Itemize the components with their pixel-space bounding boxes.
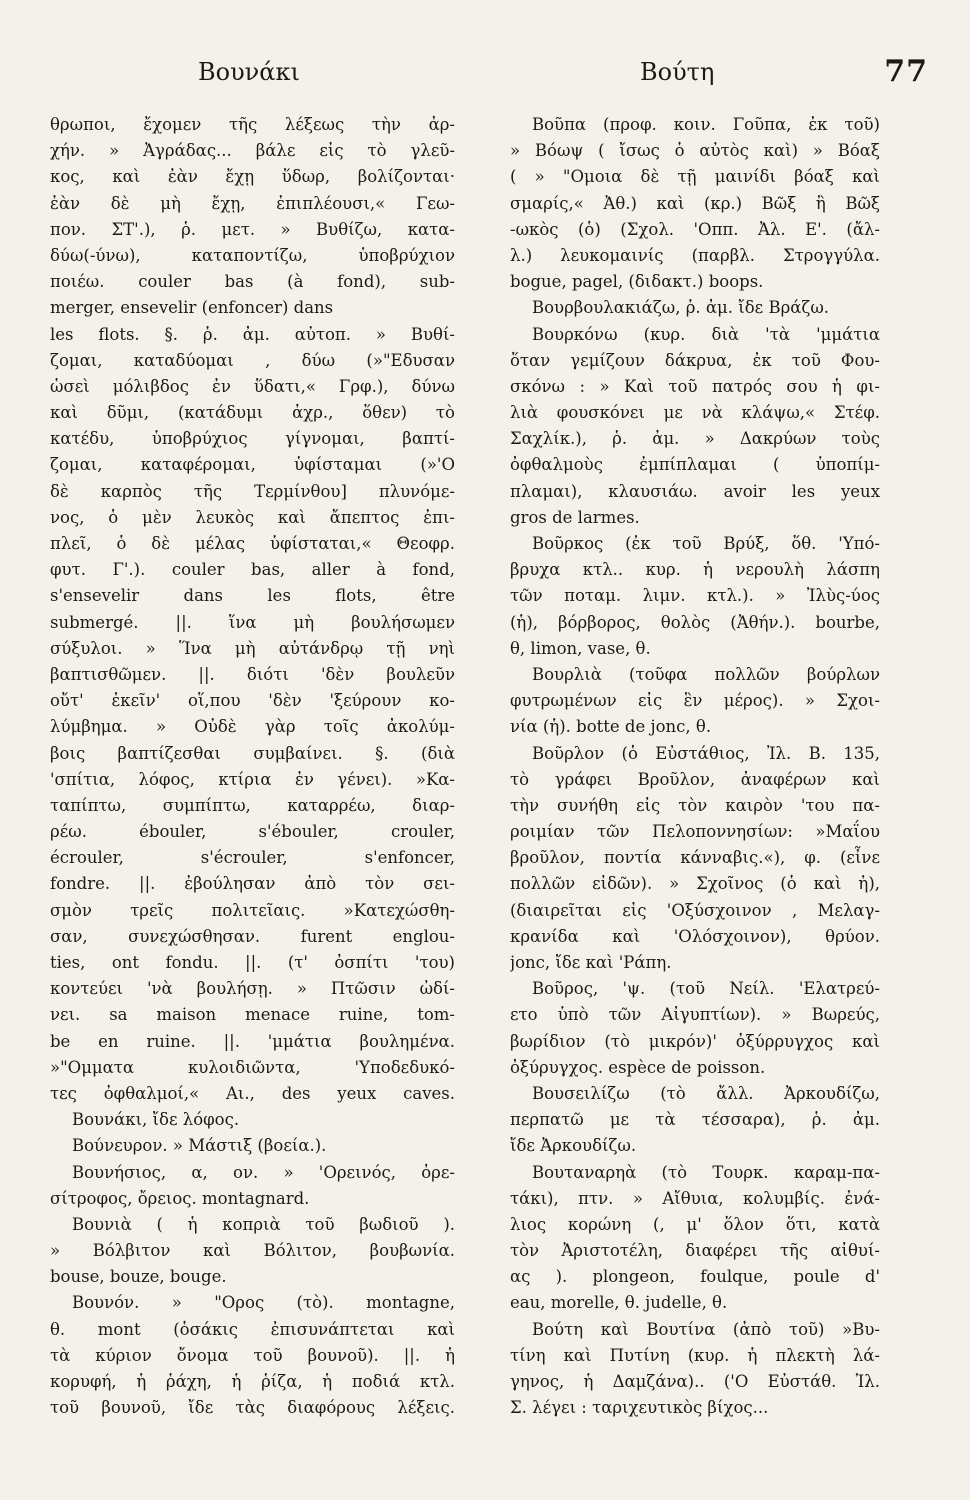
text-line: πολλῶν εἰδῶν). » Σχοῖνος (ὁ καὶ ἡ), xyxy=(510,874,880,894)
left-column xyxy=(50,112,455,1421)
text-line: δὲ καρπὸς τῆς Τερμίνθου] πλυνόμε- xyxy=(50,481,455,501)
text-line: bouse, bouze, bouge. xyxy=(50,1267,227,1287)
text-line: ζομαι, καταδύομαι , δύω (»"Εδυσαν xyxy=(50,350,455,370)
text-line: fondre. ||. ἐβούλησαν ἀπὸ τὸν σει- xyxy=(50,874,455,894)
text-line: τὸ γράφει Βροῦλον, ἀναφέρων καὶ xyxy=(510,769,880,789)
text-line: (διαιρεῖται εἰς 'Οξύσχοινον , Μελαγ- xyxy=(510,900,880,920)
text-line: θ, limon, vase, θ. xyxy=(510,638,651,658)
text-line: οὔτ' ἐκεῖν' οἵ,που 'δὲν 'ξεύρουν κο- xyxy=(50,691,455,711)
text-line: πον. ΣΤ'.), ῥ. μετ. » Βυθίζω, κατα- xyxy=(50,219,455,239)
text-line: Βουσειλίζω (τὸ ἄλλ. Ἀρκουδίζω, xyxy=(532,1083,880,1103)
text-line: λιος κορώνη (, μ' ὅλον ὅτι, κατὰ xyxy=(510,1214,880,1234)
text-line: τες ὀφθαλμοί,« Αι., des yeux caves. xyxy=(50,1083,455,1103)
text-line: gros de larmes. xyxy=(510,507,640,527)
text-line: les flots. §. ῥ. ἀμ. αὐτοπ. » Βυθί- xyxy=(50,324,455,344)
text-line: σίτροφος, ὄρειος. montagnard. xyxy=(50,1188,310,1208)
text-line: Βουρβουλακιάζω, ῥ. ἀμ. ἴδε Βράζω. xyxy=(532,298,830,318)
text-line: βωρίδιον (τὸ μικρόν)' ὀξύρρυγχος καὶ xyxy=(510,1031,880,1051)
text-line: ( » "Ομοια δὲ τῇ μαινίδι βόαξ καὶ xyxy=(510,167,880,187)
text-line: ὡσεὶ μόλιβδος ἐν ὕδατι,« Γρφ.), δύνω xyxy=(50,376,455,396)
text-line: φυτρωμένων εἰς ἓν μέρος). » Σχοι- xyxy=(510,691,880,711)
text-line: θρωποι, ἔχομεν τῆς λέξεως τὴν ἀρ- xyxy=(50,115,455,134)
text-line: τὸν Ἀριστοτέλη, διαφέρει τῆς αἰθυί- xyxy=(510,1241,880,1261)
text-line: πλαμαι), κλαυσιάω. avoir les yeux xyxy=(510,481,880,501)
text-line: Βουρλιὰ (τοῦφα πολλῶν βούρλων xyxy=(532,664,880,684)
text-line: Βουνήσιος, α, ον. » 'Ορεινός, ὀρε- xyxy=(72,1162,455,1182)
text-line: Βουνιὰ ( ἡ κοπριὰ τοῦ βωδιοῦ ). xyxy=(72,1214,455,1234)
text-line: ἴδε Ἀρκουδίζω. xyxy=(510,1136,637,1156)
text-line: Βούτη καὶ Βουτίνα (ἀπὸ τοῦ) »Βυ- xyxy=(532,1319,880,1339)
text-line: ταπίπτω, συμπίπτω, καταρρέω, διαρ- xyxy=(50,795,455,815)
text-line: τίνη καὶ Πυτίνη (κυρ. ἡ πλεκτὴ λά- xyxy=(510,1345,880,1365)
right-column xyxy=(510,112,880,1421)
text-line: ας ). plongeon, foulque, poule d' xyxy=(510,1267,880,1287)
text-line: Βουνόν. » "Ορος (τὸ). montagne, xyxy=(72,1293,455,1313)
text-line: τὰ κύριον ὄνομα τοῦ βουνοῦ). ||. ἡ xyxy=(50,1345,455,1365)
text-line: Βούνευρον. » Μάστιξ (βοεία.). xyxy=(72,1136,327,1156)
text-line: » Βόωψ ( ἴσως ὁ αὐτὸς καὶ) » Βόαξ xyxy=(510,141,880,161)
text-line: jonc, ἴδε καὶ 'Ράπη. xyxy=(510,953,672,972)
text-line: τὴν συνήθη εἰς τὸν καιρὸν 'του πα- xyxy=(510,795,880,815)
text-line: ετο ὑπὸ τῶν Αἰγυπτίων). » Βωρεύς, xyxy=(510,1005,880,1025)
text-line: Βουνάκι, ἴδε λόφος. xyxy=(72,1110,240,1130)
text-line: submergé. ||. ἵνα μὴ βουλήσωμεν xyxy=(50,612,455,632)
text-line: τῶν ποταμ. λιμν. κτλ.). » Ἰλὺς-ύος xyxy=(510,586,880,606)
text-line: ὀξύρυγχος. espèce de poisson. xyxy=(510,1057,766,1077)
text-line: λιὰ φουσκόνει με νὰ κλάψω,« Στέφ. xyxy=(510,403,880,423)
text-line: Βοῦρλον (ὁ Εὐστάθιος, Ἰλ. Β. 135, xyxy=(532,743,880,763)
text-line: Βουρκόνω (κυρ. διὰ 'τὰ 'μμάτια xyxy=(532,324,880,344)
text-line: βροῦλον, ποντία κάνναβις.«), φ. (εἶνε xyxy=(510,848,880,868)
text-line: Σ. λέγει : ταριχευτικὸς βίχος... xyxy=(510,1398,769,1418)
text-line: ties, ont fondu. ||. (τ' ὀσπίτι 'του) xyxy=(50,953,455,972)
text-line: eau, morelle, θ. judelle, θ. xyxy=(510,1293,728,1313)
text-line: λ.) λευκομαινίς (παρβλ. Στρογγύλα. xyxy=(510,245,880,265)
text-line: ποιέω. couler bas (à fond), sub- xyxy=(50,272,455,292)
text-line: χήν. » Ἀγράδας... βάλε εἰς τὸ γλεῦ- xyxy=(50,141,455,161)
text-line: 'σπίτια, λόφος, κτίρια ἐν γένει). »Κα- xyxy=(50,769,455,789)
text-line: bogue, pagel, (διδακτ.) boops. xyxy=(510,272,764,292)
text-line: κος, καὶ ἐὰν ἔχῃ ὕδωρ, βολίζονται· xyxy=(50,167,455,187)
text-line: Βοῦρος, 'ψ. (τοῦ Νείλ. 'Ελατρεύ- xyxy=(532,979,880,999)
text-line: Βοῦρκος (ἐκ τοῦ Βρύξ, ὅθ. 'Υπό- xyxy=(532,534,880,553)
text-line: καὶ δῦμι, (κατάδυμι ἀχρ., ὅθεν) τὸ xyxy=(50,403,455,423)
text-line: σαν, συνεχώσθησαν. furent englou- xyxy=(50,926,455,946)
text-line: ἐὰν δὲ μὴ ἔχῃ, ἐπιπλέουσι,« Γεω- xyxy=(50,193,455,213)
text-line: κατέδυ, ὑποβρύχιος γίγνομαι, βαπτί- xyxy=(50,429,455,449)
text-line: θ. mont (ὁσάκις ἐπισυνάπτεται καὶ xyxy=(50,1319,455,1339)
text-line: σμὸν τρεῖς πολιτεῖαις. »Κατεχώσθη- xyxy=(50,900,455,920)
text-line: σύξυλοι. » Ἵνα μὴ αὐτάνδρῳ τῇ νηὶ xyxy=(50,638,455,658)
text-line: φυτ. Γ'.). couler bas, aller à fond, xyxy=(50,560,455,580)
text-line: νει. sa maison menace ruine, tom- xyxy=(50,1005,455,1025)
text-line: écrouler, s'écrouler, s'enfoncer, xyxy=(50,848,455,868)
text-line: Σαχλίκ.), ῥ. ἀμ. » Δακρύων τοὺς xyxy=(510,429,880,449)
text-line: τάκι), πτν. » Αἴθυια, κολυμβίς. ἐνά- xyxy=(510,1188,880,1208)
running-header xyxy=(48,54,928,98)
text-line: σμαρίς,« Ἀθ.) καὶ (κρ.) Βῶξ ἢ Βῶξ xyxy=(510,193,880,213)
text-line: βρυχα κτλ.. κυρ. ἡ νερουλὴ λάσπη xyxy=(510,560,880,580)
header-right-guide-word: Βούτη xyxy=(640,58,715,86)
text-line: ρέω. ébouler, s'ébouler, crouler, xyxy=(50,822,455,842)
text-line: κοντεύει 'νὰ βουλήσῃ. » Πτῶσιν ὠδί- xyxy=(50,979,455,999)
text-line: ροιμίαν τῶν Πελοποννησίων: »Μαΐου xyxy=(510,822,880,842)
text-line: βοις βαπτίζεσθαι συμβαίνει. §. (διὰ xyxy=(50,743,455,763)
text-line: ὀφθαλμοὺς ἐμπίπλαμαι ( ὑποπίμ- xyxy=(510,455,880,475)
text-line: » Βόλβιτον καὶ Βόλιτον, βουβωνία. xyxy=(50,1241,455,1261)
text-line: »"Ομματα κυλοιδιῶντα, 'Υποδεδυκό- xyxy=(50,1057,455,1077)
text-line: λύμβημα. » Οὐδὲ γὰρ τοῖς ἀκολύμ- xyxy=(50,717,455,737)
text-line: γηνος, ἡ Δαμζάνα).. ('Ο Εὐστάθ. Ἰλ. xyxy=(510,1372,880,1391)
text-line: πλεῖ, ὁ δὲ μέλας ὑφίσταται,« Θεοφρ. xyxy=(50,534,455,553)
text-line: s'ensevelir dans les flots, être xyxy=(50,586,455,606)
text-line: κορυφή, ἡ ῥάχη, ἡ ῥίζα, ἡ ποδιά κτλ. xyxy=(50,1372,455,1391)
text-line: νος, ὁ μὲν λευκὸς καὶ ἄπεπτος ἐπι- xyxy=(50,507,455,527)
page-number: 77 xyxy=(884,54,928,89)
text-line: ζομαι, καταφέρομαι, ὑφίσταμαι (»'Ο xyxy=(50,455,455,475)
text-line: Βοῦπα (προφ. κοιν. Γοῦπα, ἐκ τοῦ) xyxy=(532,115,880,134)
text-line: Βουταναρηὰ (τὸ Τουρκ. καραμ-πα- xyxy=(532,1162,880,1182)
text-line: (ἡ), βόρβορος, θολὸς (Ἀθήν.). bourbe, xyxy=(510,612,880,632)
text-line: βαπτισθῶμεν. ||. διότι 'δὲν βουλεῦν xyxy=(50,664,455,684)
text-line: σκόνω : » Καὶ τοῦ πατρός σου ἡ φι- xyxy=(510,376,880,396)
text-line: merger, ensevelir (enfoncer) dans xyxy=(50,298,334,318)
text-line: ὅταν γεμίζουν δάκρυα, ἐκ τοῦ Φου- xyxy=(510,350,880,370)
text-line: νία (ἡ). botte de jonc, θ. xyxy=(510,717,712,737)
text-line: περπατῶ με τὰ τέσσαρα), ῥ. ἀμ. xyxy=(510,1110,880,1130)
text-line: be en ruine. ||. 'μμάτια βουλημένα. xyxy=(50,1031,455,1051)
header-left-guide-word: Βουνάκι xyxy=(198,58,300,86)
text-line: -ωκὸς (ὁ) (Σχολ. 'Οππ. Ἀλ. Ε'. (ἄλ- xyxy=(510,219,880,239)
text-line: δύω(-ύνω), καταποντίζω, ὑποβρύχιον xyxy=(50,245,455,265)
text-line: τοῦ βουνοῦ, ἴδε τὰς διαφόρους λέξεις. xyxy=(50,1398,455,1418)
text-line: κρανίδα καὶ 'Ολόσχοινον), θρύον. xyxy=(510,926,880,946)
